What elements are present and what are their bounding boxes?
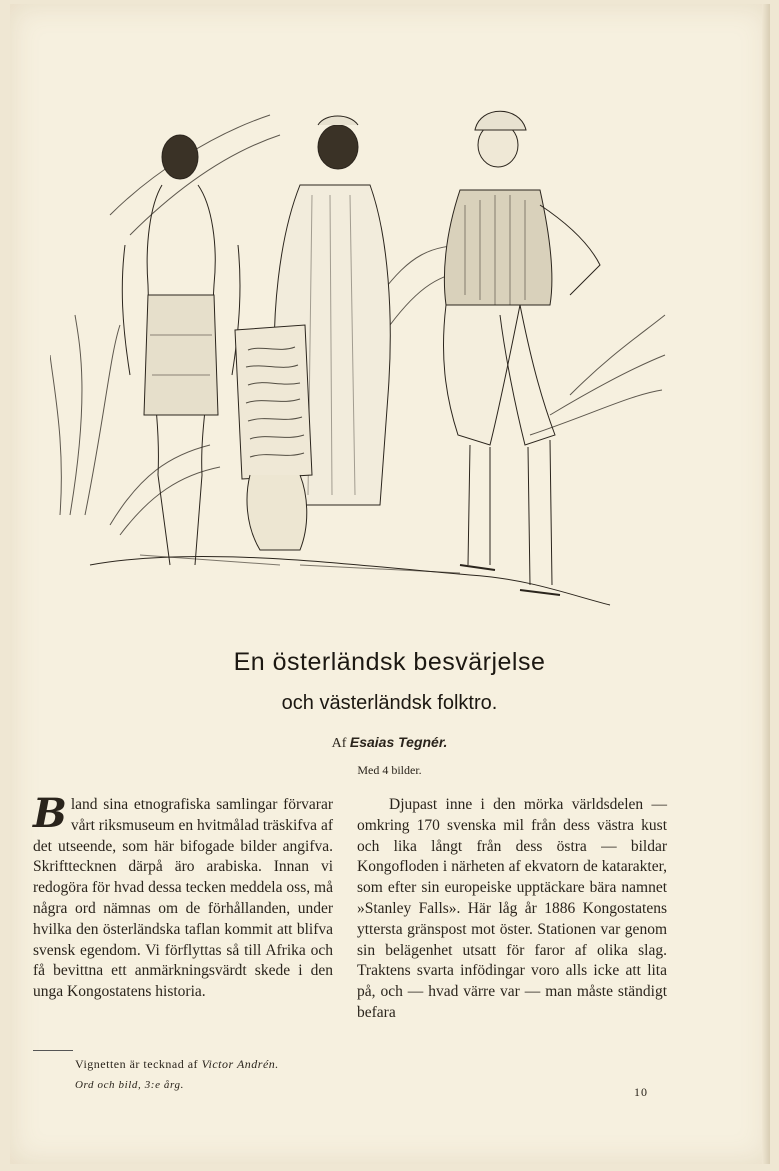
drop-cap: B bbox=[33, 790, 67, 837]
left-column-text: land sina etnografiska samlingar förvarar vårt riksmuseum en hvitmålad träskifva af det utseende, som här bifogade bilder angifva. Skrifttecknen därpå äro arabiska. Innan vi redogöra för hvad dessa tecken meddela oss, må några ord nämnas om de förhållanden, under hvilka den österländska taflan kommit att blifva svensk egendom. Vi förflyttas så till Afrika och få bevittna ett anmärkningsvärdt skede i den unga Kongostatens historia. bbox=[33, 796, 333, 1001]
arabic-tablet bbox=[235, 325, 312, 479]
page-edge bbox=[762, 4, 770, 1164]
author-name: Esaias Tegnér. bbox=[349, 734, 448, 750]
footnote-prefix: Vignetten är tecknad af bbox=[75, 1057, 199, 1071]
illustrator-name: Victor Andrén. bbox=[201, 1057, 279, 1071]
author-prefix: Af bbox=[331, 736, 347, 751]
figure-robed-man bbox=[235, 116, 390, 550]
footnote-rule bbox=[33, 1050, 73, 1051]
journal-line: Ord och bild, 3:e årg. bbox=[75, 1079, 184, 1091]
page-number: 10 bbox=[634, 1085, 648, 1099]
left-column bbox=[33, 790, 333, 1003]
article-subtitle: och västerländsk folktro. bbox=[281, 692, 498, 714]
article-title: En österländsk besvärjelse bbox=[233, 648, 546, 676]
left-paragraph bbox=[33, 790, 333, 1003]
right-column-text: Djupast inne i den mörka världsdelen — omkring 170 svenska mil från dess västra kust och lika långt från dess östra — bildar Kongofloden i närheten af ekvatorn de katarakter, som efter sin europeiske upptäckare bära namnet »Stanley Falls». Här låg år 1886 Kongostatens yttersta gränspost mot öster. Stationen var genom sin belägenhet utsatt för faror af olika slag. Traktens svarta infödingar voro alls icke att lita på, och — hvad värre var — man måste ständigt befara bbox=[357, 796, 667, 1021]
ground-line bbox=[90, 556, 610, 605]
vignette-illustration bbox=[50, 95, 670, 615]
author-line bbox=[0, 734, 779, 752]
right-column bbox=[357, 795, 667, 1024]
figure-woman bbox=[122, 135, 240, 565]
illustrator-footnote bbox=[75, 1057, 279, 1072]
figure-european bbox=[443, 111, 600, 595]
image-count: Med 4 bilder. bbox=[357, 763, 422, 777]
